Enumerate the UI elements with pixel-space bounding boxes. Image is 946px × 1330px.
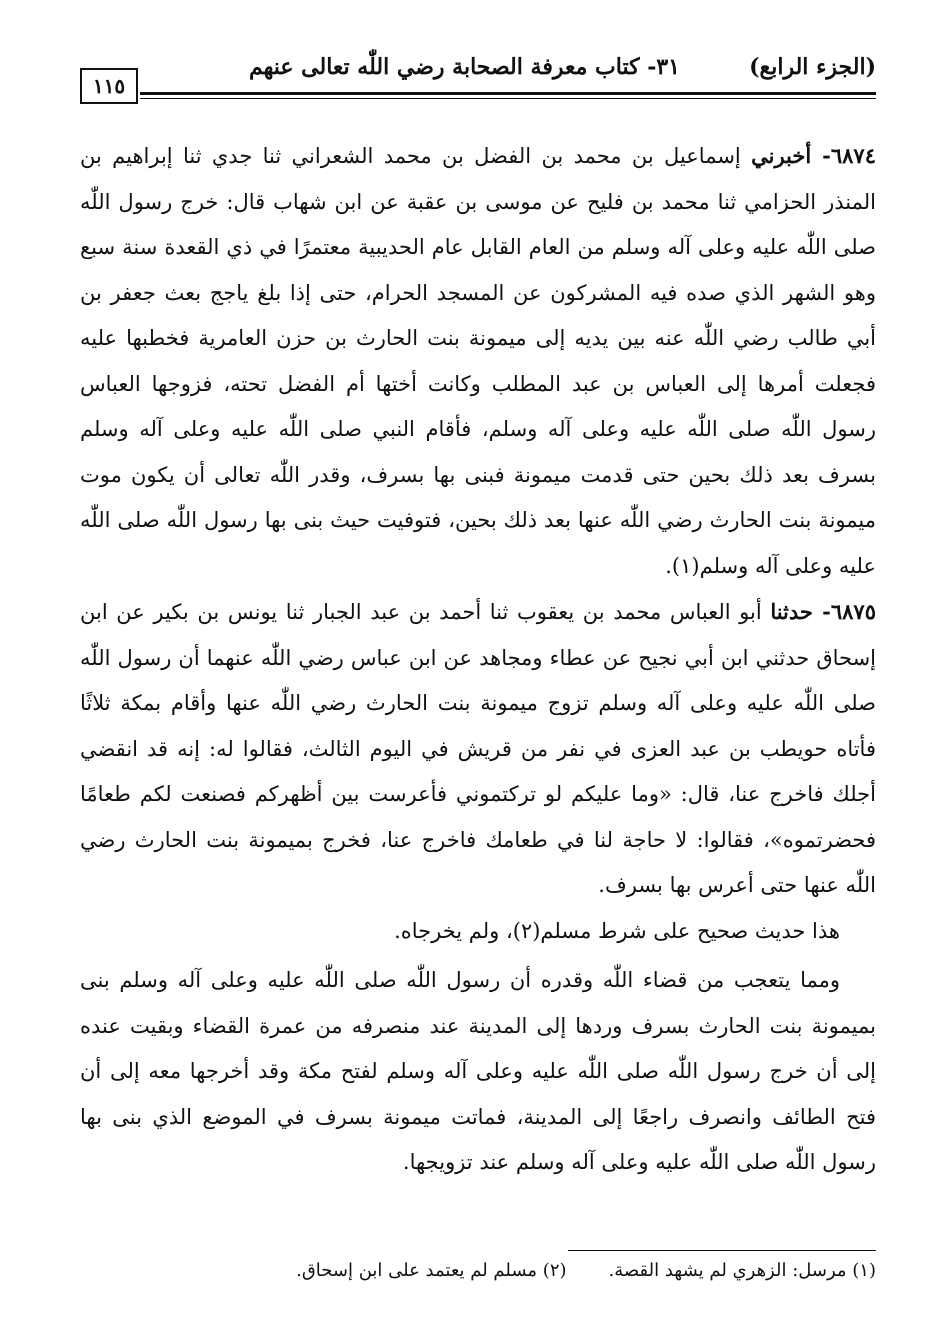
volume-label: (الجزء الرابع) [749,54,876,80]
hadith-text: إسماعيل بن محمد بن الفضل بن محمد الشعراني ثنا جدي ثنا إبراهيم بن المنذر الحزامي ثنا محمد بن فليح عن موسى بن عقبة عن ابن شهاب قال: خرج رسول اللّٰه صلى اللّٰه عليه وعلى آله وسلم من العام القابل عام الحديبية معتمرًا في ذي القعدة سنة سبع وهو الشهر الذي صده فيه المشركون عن المسجد الحرام، حتى إذا بلغ ياجج بعث جعفر بن أبي طالب رضي اللّٰه عنه بين يديه إلى ميمونة بنت الحارث بن حزن العامرية فخطبها عليه فجعلت أمرها إلى العباس بن عبد المطلب وكانت أختها أم الفضل تحته، فزوجها العباس رسول اللّٰه صلى اللّٰه عليه وعلى آله وسلم، فأقام النبي صلى اللّٰه عليه وعلى آله وسلم بسرف بعد ذلك بحين حتى قدمت ميمونة فبنى بها بسرف، وقدر اللّٰه تعالى أن يكون موت ميمونة بنت الحارث رضي اللّٰه عنها بعد ذلك بحين، فتوفيت حيث بنى بها رسول اللّٰه صلى اللّٰه عليه وعلى آله وسلم(١). [80,144,876,578]
page-number: ١١٥ [80,68,138,104]
hadith-paragraph [80,133,876,589]
hadith-number: ٦٨٧٥- [812,599,876,624]
header-rule-thin [140,98,876,99]
transmission-word: حدثنا [770,599,813,624]
hadith-paragraph [80,589,876,909]
page-body [80,133,876,1186]
footnote-1: (١) مرسل: الزهري لم يشهد القصة. [608,1260,876,1281]
hadith-number: ٦٨٧٤- [811,143,876,168]
hadith-text: أبو العباس محمد بن يعقوب ثنا أحمد بن عبد الجبار ثنا يونس بن بكير عن ابن إسحاق حدثني ابن أبي نجيح عن عطاء ومجاهد عن ابن عباس رضي اللّٰه عنهما أن رسول اللّٰه صلى اللّٰه عليه وعلى آله وسلم تزوج ميمونة بنت الحارث رضي اللّٰه عنها وأقام بمكة ثلاثًا فأتاه حويطب بن عبد العزى في نفر من قريش في اليوم الثالث، فقالوا له: إنه قد انقضي أجلك فاخرج عنا، قال: «وما عليكم لو تركتموني فأعرست بين أظهركم فصنعت لكم طعامًا فحضرتموه»، فقالوا: لا حاجة لنا في طعامك فاخرج عنا، فخرج بميمونة بنت الحارث رضي اللّٰه عنها حتى أعرس بها بسرف. [80,600,876,897]
footnote-2: (٢) مسلم لم يعتمد على ابن إسحاق. [296,1260,567,1281]
chapter-title: ٣١- كتاب معرفة الصحابة رضي اللّٰه تعالى عنهم [248,54,680,80]
verdict-line: هذا حديث صحيح على شرط مسلم(٢)، ولم يخرجاه. [394,918,840,943]
footnote-separator [568,1250,876,1251]
header-rule-thick [140,92,876,95]
footnotes [76,1260,876,1281]
commentary-paragraph: ومما يتعجب من قضاء اللّٰه وقدره أن رسول اللّٰه صلى اللّٰه عليه وعلى آله وسلم بنى بميمونة بنت الحارث بسرف وردها إلى المدينة عند منصرفه من عمرة القضاء وبقيت عنده إلى أن خرج رسول اللّٰه صلى اللّٰه عليه وعلى آله وسلم لفتح مكة وقد أخرجها معه إلى أن فتح الطائف وانصرف راجعًا إلى المدينة، فماتت ميمونة بسرف في الموضع الذي بنى بها رسول اللّٰه صلى اللّٰه عليه وعلى آله وسلم عند تزويجها. [80,968,876,1174]
transmission-word: أخبرني [751,143,812,168]
